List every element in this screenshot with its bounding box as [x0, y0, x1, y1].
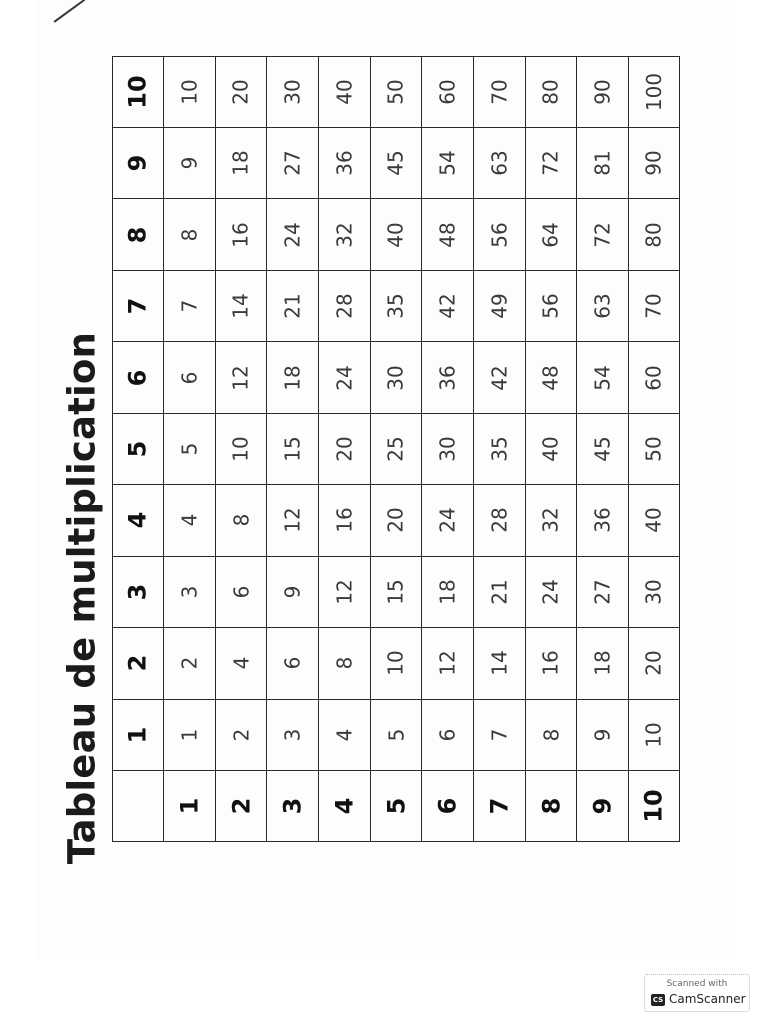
product-value: 12 [229, 364, 254, 391]
product-value: 24 [280, 221, 305, 248]
product-cell [576, 484, 629, 556]
product-cell [473, 413, 526, 485]
product-value: 56 [538, 293, 563, 319]
product-value: 48 [538, 364, 563, 391]
product-value: 10 [383, 650, 408, 677]
product-value: 10 [177, 78, 202, 105]
product-cell [163, 270, 216, 342]
row-header-cell [318, 770, 371, 842]
product-value: 7 [487, 728, 512, 742]
product-cell [163, 341, 216, 413]
product-cell [215, 270, 268, 342]
column-header-cell [112, 413, 165, 485]
product-value: 49 [487, 293, 512, 319]
row-header-cell [163, 770, 216, 842]
product-cell [473, 127, 526, 199]
product-value: 36 [590, 507, 615, 534]
row-header-cell [266, 770, 319, 842]
product-value: 40 [332, 78, 357, 105]
product-cell [266, 627, 319, 699]
product-cell [215, 198, 268, 270]
product-cell [525, 627, 578, 699]
product-cell [163, 699, 216, 771]
product-value: 20 [383, 507, 408, 534]
product-cell [628, 556, 681, 628]
product-cell [370, 198, 423, 270]
product-value: 25 [383, 436, 408, 462]
factor-label: 4 [123, 512, 152, 529]
product-cell [318, 270, 371, 342]
product-value: 6 [177, 371, 202, 384]
product-value: 30 [383, 364, 408, 391]
product-value: 70 [487, 78, 512, 105]
product-cell [421, 556, 474, 628]
product-cell [215, 699, 268, 771]
product-cell [266, 556, 319, 628]
product-value: 80 [642, 221, 667, 248]
product-value: 14 [487, 650, 512, 677]
badge-app-name: CamScanner [669, 992, 746, 1006]
factor-label: 3 [278, 797, 307, 815]
product-value: 50 [383, 78, 408, 105]
product-cell [266, 56, 319, 128]
product-cell [576, 413, 629, 485]
product-cell [163, 56, 216, 128]
product-cell [215, 627, 268, 699]
factor-label: 9 [123, 154, 152, 172]
product-value: 56 [487, 221, 512, 248]
product-value: 30 [280, 78, 305, 105]
product-cell [318, 413, 371, 485]
product-value: 4 [332, 728, 357, 742]
product-value: 10 [229, 436, 254, 462]
product-cell [473, 699, 526, 771]
product-cell [421, 627, 474, 699]
product-cell [421, 484, 474, 556]
factor-label: 8 [536, 797, 565, 815]
column-header-cell [112, 270, 165, 342]
product-cell [318, 341, 371, 413]
product-cell [370, 556, 423, 628]
column-header-cell [112, 341, 165, 413]
product-value: 40 [538, 436, 563, 462]
product-value: 63 [590, 293, 615, 319]
product-cell [576, 699, 629, 771]
product-cell [421, 198, 474, 270]
product-cell [576, 341, 629, 413]
product-value: 18 [280, 364, 305, 391]
product-cell [473, 341, 526, 413]
factor-label: 6 [123, 369, 152, 386]
product-cell [421, 56, 474, 128]
product-cell [576, 56, 629, 128]
factor-label: 6 [433, 797, 462, 815]
product-value: 15 [383, 579, 408, 605]
product-value: 42 [487, 364, 512, 391]
product-cell [266, 198, 319, 270]
product-cell [370, 270, 423, 342]
product-cell [266, 127, 319, 199]
factor-label: 8 [123, 226, 152, 243]
product-value: 16 [332, 507, 357, 534]
product-value: 9 [280, 585, 305, 599]
product-cell [266, 413, 319, 485]
camscanner-badge [644, 974, 750, 1012]
product-cell [421, 270, 474, 342]
column-header-cell [112, 484, 165, 556]
product-cell [370, 341, 423, 413]
product-value: 21 [280, 293, 305, 319]
product-value: 16 [229, 221, 254, 248]
product-value: 28 [332, 293, 357, 319]
product-value: 54 [435, 150, 460, 176]
product-value: 90 [590, 78, 615, 105]
product-value: 4 [229, 656, 254, 670]
product-value: 14 [229, 293, 254, 319]
product-cell [370, 699, 423, 771]
product-value: 2 [229, 728, 254, 742]
product-cell [318, 56, 371, 128]
product-cell [525, 341, 578, 413]
product-value: 7 [177, 299, 202, 313]
product-cell [266, 699, 319, 771]
product-cell [318, 627, 371, 699]
product-value: 24 [435, 507, 460, 534]
row-header-cell [421, 770, 474, 842]
product-value: 9 [590, 728, 615, 742]
factor-label: 5 [381, 797, 410, 815]
product-cell [215, 56, 268, 128]
product-value: 42 [435, 293, 460, 319]
product-cell [318, 198, 371, 270]
product-cell [525, 270, 578, 342]
product-cell [163, 627, 216, 699]
product-cell [525, 556, 578, 628]
product-value: 20 [332, 436, 357, 462]
product-cell [318, 556, 371, 628]
product-value: 36 [332, 150, 357, 176]
product-value: 5 [177, 442, 202, 456]
product-cell [628, 56, 681, 128]
product-cell [628, 699, 681, 771]
column-header-cell [112, 556, 165, 628]
product-cell [473, 484, 526, 556]
product-value: 54 [590, 364, 615, 391]
product-value: 18 [590, 650, 615, 677]
product-cell [318, 699, 371, 771]
product-value: 6 [435, 728, 460, 742]
product-value: 32 [538, 507, 563, 534]
product-value: 10 [642, 722, 667, 748]
product-cell [576, 198, 629, 270]
product-value: 100 [642, 72, 667, 111]
product-value: 6 [229, 585, 254, 599]
product-value: 48 [435, 221, 460, 248]
product-value: 60 [642, 364, 667, 391]
product-cell [525, 484, 578, 556]
product-cell [473, 627, 526, 699]
product-cell [628, 413, 681, 485]
row-header-cell [525, 770, 578, 842]
product-cell [473, 198, 526, 270]
row-header-cell [370, 770, 423, 842]
factor-label: 7 [485, 797, 514, 815]
product-cell [576, 627, 629, 699]
product-cell [266, 484, 319, 556]
product-value: 45 [590, 436, 615, 462]
product-cell [163, 556, 216, 628]
product-cell [628, 484, 681, 556]
product-value: 28 [487, 507, 512, 534]
product-cell [370, 127, 423, 199]
product-cell [628, 341, 681, 413]
product-value: 40 [383, 221, 408, 248]
product-value: 81 [590, 150, 615, 176]
product-cell [421, 413, 474, 485]
product-cell [421, 341, 474, 413]
product-value: 3 [177, 585, 202, 599]
row-header-cell [576, 770, 629, 842]
product-cell [370, 56, 423, 128]
product-cell [473, 556, 526, 628]
product-value: 30 [642, 579, 667, 605]
table-corner-cell [112, 770, 165, 842]
column-header-cell [112, 127, 165, 199]
column-header-cell [112, 699, 165, 771]
product-value: 9 [177, 156, 202, 170]
factor-label: 10 [640, 789, 669, 823]
product-cell [163, 484, 216, 556]
product-cell [628, 127, 681, 199]
product-cell [421, 699, 474, 771]
product-value: 63 [487, 150, 512, 176]
product-cell [473, 56, 526, 128]
product-value: 6 [280, 656, 305, 670]
product-value: 72 [590, 221, 615, 248]
product-value: 70 [642, 293, 667, 319]
product-value: 72 [538, 150, 563, 176]
product-cell [266, 270, 319, 342]
product-value: 20 [229, 78, 254, 105]
product-cell [215, 127, 268, 199]
row-header-cell [628, 770, 681, 842]
product-cell [525, 56, 578, 128]
factor-label: 5 [123, 440, 152, 458]
factor-label: 4 [330, 797, 359, 815]
product-cell [215, 556, 268, 628]
product-cell [370, 627, 423, 699]
product-cell [628, 270, 681, 342]
product-cell [525, 699, 578, 771]
factor-label: 3 [123, 583, 152, 601]
product-cell [266, 341, 319, 413]
factor-label: 2 [123, 654, 152, 672]
product-value: 21 [487, 579, 512, 605]
product-value: 12 [332, 579, 357, 605]
product-value: 12 [435, 650, 460, 677]
camscanner-logo-icon: CS [652, 996, 664, 1004]
product-cell [215, 413, 268, 485]
product-cell [163, 413, 216, 485]
product-cell [421, 127, 474, 199]
product-value: 8 [229, 514, 254, 527]
product-cell [318, 484, 371, 556]
product-cell [215, 484, 268, 556]
product-value: 8 [177, 228, 202, 241]
product-value: 24 [332, 364, 357, 391]
product-value: 2 [177, 656, 202, 670]
factor-label: 1 [123, 726, 152, 744]
product-value: 27 [280, 150, 305, 176]
product-value: 27 [590, 579, 615, 605]
product-cell [473, 270, 526, 342]
product-cell [525, 198, 578, 270]
product-value: 45 [383, 150, 408, 176]
product-value: 8 [332, 656, 357, 670]
product-value: 80 [538, 78, 563, 105]
product-value: 1 [177, 728, 202, 742]
product-cell [576, 127, 629, 199]
product-cell [628, 627, 681, 699]
row-header-cell [473, 770, 526, 842]
page-title: Tableau de multiplication [60, 331, 104, 865]
column-header-cell [112, 56, 165, 128]
product-cell [163, 127, 216, 199]
product-value: 50 [642, 436, 667, 462]
factor-label: 2 [227, 797, 256, 815]
product-value: 12 [280, 507, 305, 534]
product-cell [318, 127, 371, 199]
product-value: 35 [383, 293, 408, 319]
product-value: 18 [435, 579, 460, 605]
column-header-cell [112, 198, 165, 270]
product-value: 8 [538, 728, 563, 742]
product-value: 35 [487, 436, 512, 462]
product-cell [576, 556, 629, 628]
factor-label: 7 [123, 297, 152, 315]
badge-caption: Scanned with [666, 979, 728, 989]
product-value: 30 [435, 436, 460, 462]
product-value: 40 [642, 507, 667, 534]
product-cell [525, 127, 578, 199]
product-cell [370, 484, 423, 556]
product-cell [215, 341, 268, 413]
product-value: 18 [229, 150, 254, 176]
product-value: 3 [280, 728, 305, 742]
product-cell [525, 413, 578, 485]
row-header-cell [215, 770, 268, 842]
product-cell [163, 198, 216, 270]
product-value: 32 [332, 221, 357, 248]
factor-label: 1 [175, 797, 204, 815]
product-value: 24 [538, 579, 563, 605]
factor-label: 9 [588, 797, 617, 815]
multiplication-table [112, 56, 680, 842]
product-value: 4 [177, 514, 202, 527]
product-value: 36 [435, 364, 460, 391]
product-value: 90 [642, 150, 667, 176]
product-cell [576, 270, 629, 342]
product-value: 16 [538, 650, 563, 677]
product-value: 60 [435, 78, 460, 105]
product-value: 5 [383, 728, 408, 742]
product-value: 20 [642, 650, 667, 677]
product-value: 15 [280, 436, 305, 462]
column-header-cell [112, 627, 165, 699]
product-value: 64 [538, 221, 563, 248]
factor-label: 10 [123, 75, 152, 109]
product-cell [628, 198, 681, 270]
product-cell [370, 413, 423, 485]
